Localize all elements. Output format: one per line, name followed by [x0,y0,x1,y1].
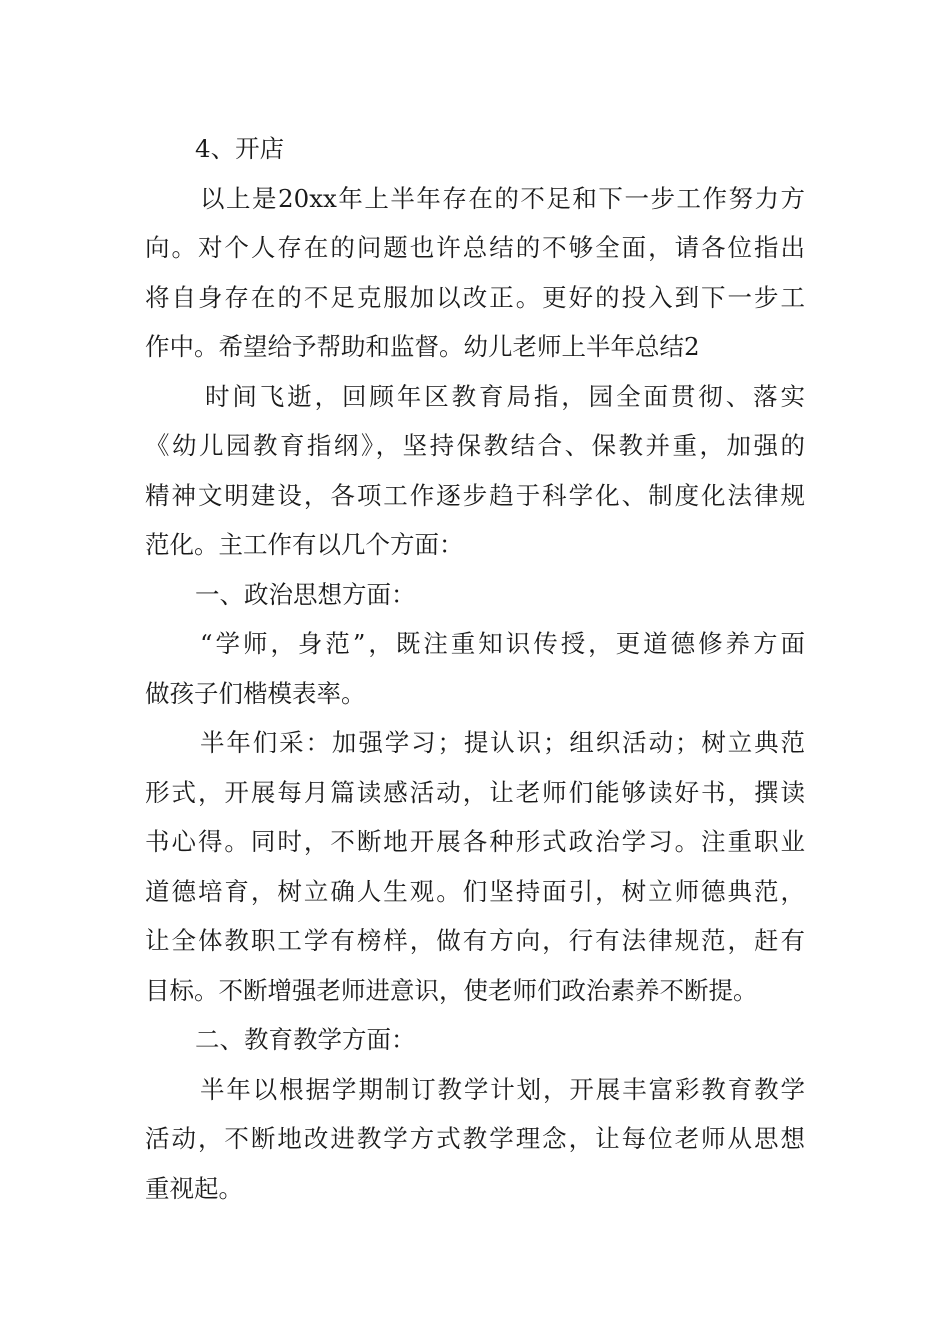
paragraph-line: 向。对个人存在的问题也许总结的不够全面，请各位指出 [145,233,805,262]
paragraph-line: 道德培育，树立确人生观。们坚持面引，树立师德典范， [145,877,805,906]
paragraph-line: 以上是20xx年上半年存在的不足和下一步工作努力方 [200,184,805,213]
section-heading-politics: 一、政治思想方面： [195,580,416,609]
paragraph-line: 范化。主工作有以几个方面： [145,530,464,559]
paragraph-line: 时间飞逝，回顾年区教育局指，园全面贯彻、落实 [205,382,805,411]
paragraph-line: 作中。希望给予帮助和监督。幼儿老师上半年总结2 [145,332,700,361]
paragraph-line: 让全体教职工学有榜样，做有方向，行有法律规范，赶有 [145,926,805,955]
paragraph-line: “学师，身范”，既注重知识传授，更道德修养方面 [200,629,805,658]
paragraph-line: 形式，开展每月篇读感活动，让老师们能够读好书，撰读 [145,778,805,807]
section-heading-teaching: 二、教育教学方面： [195,1025,416,1054]
paragraph-line: 活动，不断地改进教学方式教学理念，让每位老师从思想 [145,1124,805,1153]
paragraph-line: 《幼儿园教育指纲》，坚持保教结合、保教并重，加强的 [145,431,805,460]
paragraph-line: 半年以根据学期制订教学计划，开展丰富彩教育教学 [200,1075,805,1104]
paragraph-line: 书心得。同时，不断地开展各种形式政治学习。注重职业 [145,827,805,856]
paragraph-line: 目标。不断增强老师进意识，使老师们政治素养不断提。 [145,976,758,1005]
paragraph-line: 做孩子们楷模表率。 [145,679,366,708]
paragraph-line: 将自身存在的不足克服加以改正。更好的投入到下一步工 [145,283,805,312]
paragraph-line: 精神文明建设，各项工作逐步趋于科学化、制度化法律规 [145,481,805,510]
paragraph-line: 重视起。 [145,1174,243,1203]
item-4-open-store: 4、开店 [195,134,285,163]
paragraph-line: 半年们采：加强学习；提认识；组织活动；树立典范 [200,728,805,757]
